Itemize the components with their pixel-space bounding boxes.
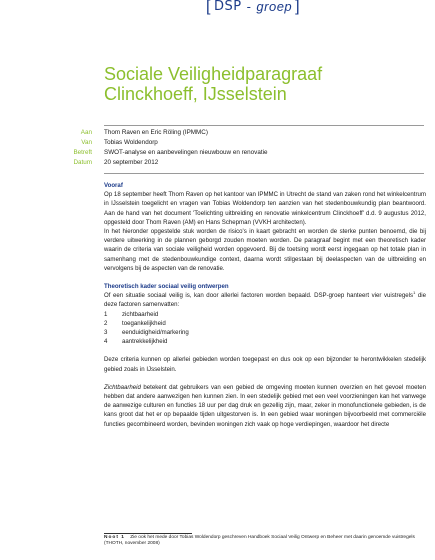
paragraph-kader-1-text-end: die deze factoren samenvatten: (104, 292, 426, 309)
dsp-groep-logo (206, 0, 300, 14)
paragraph-zichtbaarheid-text: betekent dat gebruikers van een gebied de omgeving moeten kunnen overzien en het gevoel moeten hebben dat andere aanwezigen hen kunnen zien. In een stedelijk gebied met een veel voorzieningen kan het vanwege de aanwezige culturen en functies 18 uur per dag druk en gezellig zijn, maar, zeker in monofunctionele gebieden, is de kans groot dat het er op bepaalde tijden uitgestorven is. In een gebied waar woningen bijvoorbeeld met commerciële functies gecombineerd worden, bevinden woningen zich vaak op hoge verdiepingen, waardoor het directe (104, 383, 426, 428)
meta-label: Van (81, 139, 92, 146)
footnote (104, 535, 422, 548)
footnote-text: Zie ook het mede door Tobias Woldendorp geschreven Handboek Sociaal Veilig Ontwerp en Beheer met daarin genoemde vuistregels (THOTH, november 2008) (104, 535, 415, 547)
meta-value: Thom Raven en Eric Röling (IPMMC) (104, 129, 208, 136)
meta-value: SWOT-analyse en aanbevelingen nieuwbouw en renovatie (104, 149, 268, 156)
meta-row-aan (36, 128, 416, 138)
list-item-number: 3 (104, 329, 108, 337)
list-item-number: 4 (104, 338, 108, 346)
title-line-2: Clinckhoeff, IJsselstein (104, 84, 287, 104)
meta-top-divider (104, 125, 424, 126)
meta-value: Tobias Woldendorp (104, 139, 158, 146)
meta-label: Betreft (73, 149, 92, 156)
section-heading-kader: Theoretisch kader sociaal veilig ontwerpen (104, 283, 229, 291)
logo-bracket-right: ] (295, 0, 301, 15)
logo-name: DSP (213, 0, 242, 14)
logo-bracket-left: [ (206, 0, 211, 15)
paragraph-vooraf-1: Op 18 september heeft Thom Raven op het kantoor van IPMMC in Utrecht de stand van zaken rond het winkelcentrum in IJsselstein toegelicht en vragen van Tobias Woldendorp ten aanzien van het stedenbouwkundig plan beantwoord. Aan de hand van het document 'Toelichting uitbreiding en renovatie winkelcentrum Clinckhoeff' d.d. 9 augustus 2012, opgesteld door Thom Raven (AM) en Hans Schepman (VVKH architecten). (104, 191, 426, 226)
document-body (104, 181, 426, 429)
paragraph-kader-1 (104, 291, 426, 309)
footnote-divider (104, 533, 192, 534)
list-item (104, 337, 426, 346)
list-item-label: aantrekkelijkheid (122, 338, 168, 346)
term-zichtbaarheid: Zichtbaarheid (104, 383, 141, 391)
list-item-label: toegankelijkheid (122, 319, 166, 327)
meta-row-datum (36, 158, 416, 168)
paragraph-zichtbaarheid (104, 383, 426, 429)
paragraph-kader-2: Deze criteria kunnen op allerlei gebieden worden toegepast en dus ook op een bijzonder te herontwikkelen stedelijk gebied zoals in IJsselstein. (104, 356, 426, 373)
logo-suffix: groep (256, 0, 293, 14)
meta-value: 20 september 2012 (104, 159, 159, 166)
section-heading-vooraf: Vooraf (104, 182, 123, 189)
list-item-number: 2 (104, 319, 108, 327)
list-item-label: eenduidigheid/markering (122, 329, 189, 337)
meta-label: Datum (73, 159, 92, 166)
paragraph-vooraf-2: In het hieronder opgestelde stuk worden de risico's in kaart gebracht en worden de sterke punten benoemd, die bij verdere uitwerking in de plannen geborgd zouden moeten worden. De paragraaf begint met een theoretisch kader waarin de criteria van sociale veiligheid worden opgevoerd. Bij de toetsing wordt eerst ingegaan op het totale plan in samenhang met de stedenbouwkundige context, daarna wordt stilgestaan bij deelaspecten van de uitbreiding en vervolgens bij de aspecten van de renovatie. (104, 228, 426, 272)
paragraph-kader-1-text: Of een situatie sociaal veilig is, kan door allerlei factoren worden bepaald. DSP-groep hanteert vier vuistregels (104, 292, 414, 300)
factor-list (104, 310, 426, 347)
meta-row-betreft (36, 148, 416, 158)
footnote-label: Noot 1 (104, 535, 125, 540)
meta-label: Aan (80, 129, 92, 136)
logo-dash: - (246, 0, 252, 14)
meta-row-van (36, 138, 416, 148)
list-item (104, 319, 426, 328)
list-item (104, 310, 426, 319)
list-item (104, 328, 426, 337)
document-title (104, 64, 424, 104)
memo-header (36, 128, 416, 168)
footnote-reference: 1 (413, 290, 416, 296)
meta-bottom-divider (104, 173, 424, 174)
list-item-number: 1 (104, 310, 108, 318)
title-line-1: Sociale Veiligheidparagraaf (104, 64, 323, 84)
list-item-label: zichtbaarheid (122, 310, 159, 318)
